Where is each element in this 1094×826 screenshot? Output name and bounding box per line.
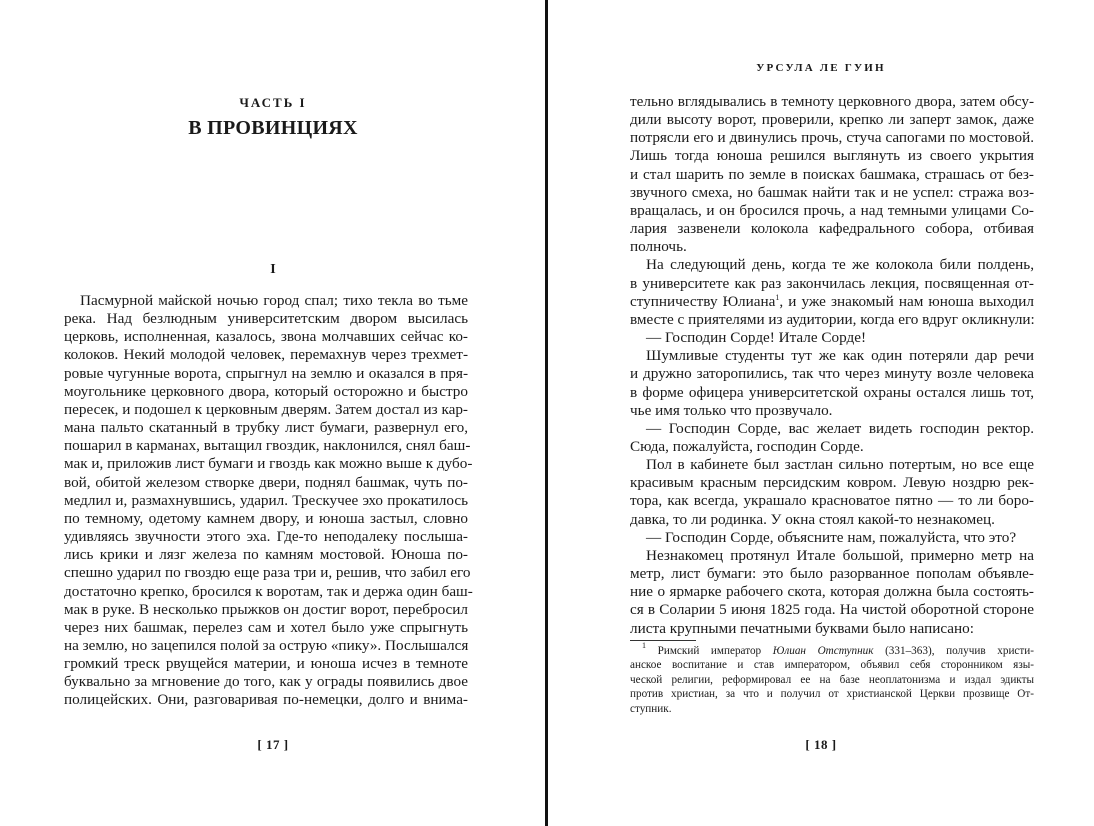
text-line: медлил и, размахнувшись, ударил. Трескучее эхо прокатилось — [64, 491, 468, 509]
text-line: и дружно затоpопились, так что через минуту возле человека — [630, 365, 1034, 383]
text-line: лария зазвенели колокола кафедрального собора, отбивая — [630, 220, 1034, 238]
left-page — [0, 0, 546, 826]
footnote-line — [630, 641, 1034, 658]
text-line: чье имя только что прозвучало. — [630, 401, 833, 419]
text-line: Пол в кабинете был застлан сильно потертым, но все еще — [646, 456, 1034, 474]
text-line: На следующий день, когда те же колокола били полдень, — [646, 256, 1034, 274]
text-line: дили высоту ворот, проверили, крепко ли заперт замок, даже — [630, 111, 1034, 129]
text-line: давка, то ли родинка. У окна стоял какой-то незнакомец. — [630, 510, 995, 528]
text-line: буквально за мгновение до того, как у ограды появились двое — [64, 673, 468, 691]
text-line: — Господин Сорде, вас желает видеть господин ректор. — [646, 419, 1034, 437]
text-line: мак в руке. В несколько прыжков он достиг ворот, перебросил — [64, 600, 468, 618]
text-line: Лишь тогда юноша решился выглянуть из своего укрытия — [630, 147, 1034, 165]
text-line: полицейских. Они, разговаривая по-немецки, долго и внима- — [64, 691, 468, 709]
text-line: достаточно крепко, бросился к воротам, так и держа один баш- — [64, 582, 473, 600]
text-line: ся в Соларии 5 июня 1825 года. На чистой оборотной стороне — [630, 601, 1034, 619]
footnote-text: (331–363), получив христи- — [873, 645, 1034, 657]
text-line: по темному, одетому камнем двору, и юноша застыл, словно — [64, 509, 468, 527]
text-line: через них башмак, перелез сам и хотел было уже спрыгнуть — [64, 618, 468, 636]
text-line: лись крики и лязг железа по камням мостовой. Юноша по- — [64, 546, 468, 564]
text-line: вместе с приятелями из аудитории, когда его вдруг окликнули: — [630, 310, 1035, 328]
text-line: и стал шарить по земле в поисках башмака, страшась от без- — [630, 165, 1034, 183]
footnote-line: анское воспитание и став императором, объявил себя сторонником язы- — [630, 659, 1034, 672]
text-line: вой, обитой железом створке двери, поднял башмак, чуть по- — [64, 473, 468, 491]
text-line: моугольнике церковного двора, который осторожно и быстро — [64, 382, 468, 400]
text-line: мак и, приложив лист бумаги и гвоздь как можно выше к дубо- — [64, 455, 473, 473]
footnote-line: против христиан, за что и получил от христианской Церкви прозвище От- — [630, 688, 1034, 701]
text-line: спешно ударил по гвоздю еще раза три и, решив, что забил его — [64, 564, 471, 582]
right-page — [548, 0, 1094, 826]
text-line: звучного смеха, но башмак найти так и не успел: стража воз- — [630, 183, 1034, 201]
text-line: вращалась, и он бросился прочь, а над темными улицами Со- — [630, 201, 1034, 219]
text-fragment: ступничеству Юлиана — [630, 292, 776, 310]
text-line: — Господин Сорде! Итале Сорде! — [646, 329, 867, 347]
text-line: колоков. Некий молодой человек, перемахнув через трехмет- — [64, 346, 468, 364]
footnote-name: Юлиан Отступник — [772, 645, 874, 657]
text-line: ние о ярмарке рабочего скота, которая должна была состоять- — [630, 583, 1034, 601]
text-line: пошарил в карманах, вытащил гвоздик, наклонился, снял баш- — [64, 437, 471, 455]
text-line: Незнакомец протянул Итале большой, примерно метр на — [646, 546, 1034, 564]
text-line: тора, как всегда, украшало красноватое пятно — то ли боро- — [630, 492, 1034, 510]
text-line: Пасмурной майской ночью город спал; тихо текла во тьме — [80, 292, 468, 309]
text-fragment: , и уже знакомый нам юноша выходил — [779, 292, 1035, 310]
text-line: Сюда, пожалуйста, господин Сорде. — [630, 437, 864, 455]
text-line: красивым красным персидским ковром. Левую ноздрю рек- — [630, 474, 1034, 492]
footnote — [630, 641, 1034, 716]
text-line: мана пальто скатанный в трубку лист бумаги, развернул его, — [64, 419, 468, 437]
footnote-reference[interactable]: 1 — [775, 292, 780, 302]
page-number: [ 17 ] — [257, 737, 289, 752]
part-label: ЧАСТЬ I — [239, 95, 307, 110]
text-line: листа крупными печатными буквами было написано: — [630, 619, 974, 637]
text-line: потрясли его и двинулись прочь, стуча сапогами по мостовой. — [630, 129, 1034, 147]
text-line: — Господин Сорде, объясните нам, пожалуйста, что это? — [646, 528, 1017, 546]
text-line: громкий треск рвущейся материи, и юноша исчез в темноте — [64, 655, 468, 673]
running-head: УРСУЛА ЛЕ ГУИН — [756, 62, 886, 74]
text-line: пересек, и подошел к церковным дверям. Затем достал из кар- — [64, 400, 468, 418]
text-line: в форме офицера университетской охраны остался лишь тот, — [630, 383, 1034, 401]
footnote-line: ступник. — [630, 702, 672, 715]
part-title: В ПРОВИНЦИЯХ — [188, 117, 358, 139]
footnote-rule — [630, 640, 696, 641]
text-line: в университете как раз закончилась лекция, посвященная от- — [630, 274, 1034, 292]
text-line-with-footnote — [630, 293, 1034, 311]
page-number: [ 18 ] — [805, 737, 837, 752]
left-body-text — [64, 292, 473, 710]
text-line: тельно вглядывались в темноту церковного двора, затем обсу- — [630, 93, 1034, 110]
text-line: церковь, исполненная, казалось, звона молчавших сейчас ко- — [64, 328, 468, 346]
right-body-text — [630, 93, 1034, 638]
chapter-number: I — [270, 262, 276, 277]
footnote-text: Римский император — [657, 645, 773, 657]
text-line: Шумливые студенты тут же как один потеряли дар речи — [646, 347, 1034, 365]
text-line: метр, лист бумаги: это было разорванное пополам объявле- — [630, 565, 1034, 583]
text-line: ровые чугунные ворота, спрыгнул на землю и оказался в пря- — [64, 364, 468, 382]
text-line: полночь. — [630, 238, 687, 256]
text-line: на землю, но зацепился полой за острую «пику». Послышался — [64, 636, 469, 654]
text-line: река. Над безлюдным университетским двором высилась — [64, 310, 468, 328]
footnote-line: ческой религии, реформировал ее на базе неоплатонизма и издал эдикты — [630, 673, 1034, 686]
text-line: удивляясь звучности этого эха. Где-то неподалеку послыша- — [64, 528, 468, 546]
footnote-mark: 1 — [642, 641, 646, 650]
